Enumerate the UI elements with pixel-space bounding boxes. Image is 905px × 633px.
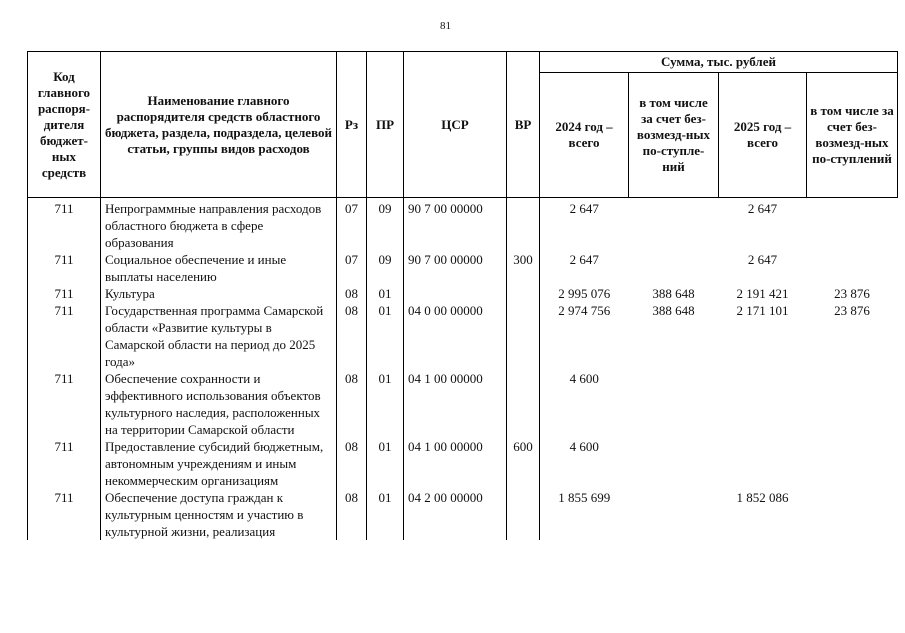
row-2025-grant <box>807 251 898 285</box>
row-2025-total: 2 191 421 <box>736 286 789 301</box>
row-rz: 08 <box>337 370 367 438</box>
row-rz: 08 <box>337 438 367 489</box>
row-vr: 300 <box>507 251 540 285</box>
header-vr: ВР <box>507 52 540 198</box>
row-rz: 08 <box>337 302 367 370</box>
row-vr <box>507 370 540 438</box>
row-2025-grant <box>807 370 898 438</box>
row-rz: 08 <box>337 489 367 540</box>
row-csr: 04 1 00 00000 <box>404 438 507 489</box>
row-2024-grant <box>629 370 719 438</box>
row-2024-grant: 388 648 <box>652 303 695 318</box>
row-2025-grant <box>807 438 898 489</box>
row-2024-total: 1 855 699 <box>558 490 611 505</box>
row-pr: 01 <box>367 370 404 438</box>
row-name: Социальное обеспечение и иные выплаты населению <box>101 251 337 285</box>
row-2024-total: 2 647 <box>569 252 599 267</box>
row-2024-total: 2 974 756 <box>558 303 611 318</box>
row-2025-total: 2 647 <box>747 201 778 216</box>
row-name: Культура <box>101 285 337 302</box>
header-sum-group: Сумма, тыс. рублей <box>540 52 898 73</box>
row-pr: 01 <box>367 285 404 302</box>
row-vr <box>507 285 540 302</box>
row-2024-total: 2 647 <box>569 201 599 216</box>
row-2024-grant: 388 648 <box>652 286 695 301</box>
header-2024-total: 2024 год – всего <box>540 73 629 198</box>
header-csr: ЦСР <box>404 52 507 198</box>
table-row <box>28 370 898 438</box>
table-row <box>28 198 898 252</box>
row-2025-grant: 23 876 <box>834 303 870 318</box>
budget-table <box>27 51 898 540</box>
row-code: 711 <box>28 198 101 252</box>
row-rz: 08 <box>337 285 367 302</box>
row-name: Обеспечение сохранности и эффективного использования объектов культурного наследия, расположенных на территории Самарской области <box>101 370 337 438</box>
row-2025-grant: 23 876 <box>834 286 870 301</box>
row-pr: 01 <box>367 489 404 540</box>
row-2025-grant <box>807 489 898 540</box>
table-row <box>28 251 898 285</box>
row-2025-total: 1 852 086 <box>736 490 789 505</box>
row-rz: 07 <box>337 251 367 285</box>
row-2025-total: 2 647 <box>747 252 778 267</box>
row-code: 711 <box>28 302 101 370</box>
row-2024-grant <box>629 438 719 489</box>
row-2024-grant <box>629 489 719 540</box>
table-row <box>28 285 898 302</box>
header-pr: ПР <box>367 52 404 198</box>
row-2024-total: 4 600 <box>569 439 599 454</box>
header-2025-grant: в том числе за счет без-возмезд-ных по-ступлений <box>807 73 898 198</box>
row-csr: 90 7 00 00000 <box>404 251 507 285</box>
row-code: 711 <box>28 489 101 540</box>
header-2025-total: 2025 год – всего <box>719 73 807 198</box>
header-name: Наименование главного распорядителя средств областного бюджета, раздела, подраздела, целевой статьи, группы видов расходов <box>101 52 337 198</box>
row-csr: 04 0 00 00000 <box>404 302 507 370</box>
row-rz: 07 <box>337 198 367 252</box>
table-row <box>28 489 898 540</box>
row-2025-total <box>719 370 807 438</box>
row-csr: 04 1 00 00000 <box>404 370 507 438</box>
row-2025-grant <box>807 198 898 252</box>
row-2024-total: 4 600 <box>569 371 599 386</box>
header-code: Код главного распоря-дителя бюджет-ных средств <box>28 52 101 198</box>
row-vr <box>507 302 540 370</box>
row-pr: 09 <box>367 251 404 285</box>
row-code: 711 <box>28 285 101 302</box>
row-name: Непрограммные направления расходов областного бюджета в сфере образования <box>101 198 337 252</box>
row-pr: 09 <box>367 198 404 252</box>
row-vr: 600 <box>507 438 540 489</box>
header-2024-grant: в том числе за счет без-возмезд-ных по-ступле-ний <box>629 73 719 198</box>
row-name: Предоставление субсидий бюджетным, автономным учреждениям и иным некоммерческим организациям <box>101 438 337 489</box>
row-csr <box>404 285 507 302</box>
row-vr <box>507 489 540 540</box>
row-pr: 01 <box>367 302 404 370</box>
row-csr: 04 2 00 00000 <box>404 489 507 540</box>
row-pr: 01 <box>367 438 404 489</box>
row-code: 711 <box>28 251 101 285</box>
row-2025-total <box>719 438 807 489</box>
page-number: 81 <box>440 20 451 32</box>
row-2025-total: 2 171 101 <box>736 303 789 318</box>
table-row <box>28 438 898 489</box>
header-rz: Рз <box>337 52 367 198</box>
row-code: 711 <box>28 438 101 489</box>
row-2024-grant <box>629 198 719 252</box>
row-2024-total: 2 995 076 <box>558 286 611 301</box>
row-code: 711 <box>28 370 101 438</box>
row-2024-grant <box>629 251 719 285</box>
row-name: Обеспечение доступа граждан к культурным ценностям и участию в культурной жизни, реализация <box>101 489 337 540</box>
table-row <box>28 302 898 370</box>
row-vr <box>507 198 540 252</box>
row-name: Государственная программа Самарской области «Развитие культуры в Самарской области на период до 2025 года» <box>101 302 337 370</box>
row-csr: 90 7 00 00000 <box>404 198 507 252</box>
